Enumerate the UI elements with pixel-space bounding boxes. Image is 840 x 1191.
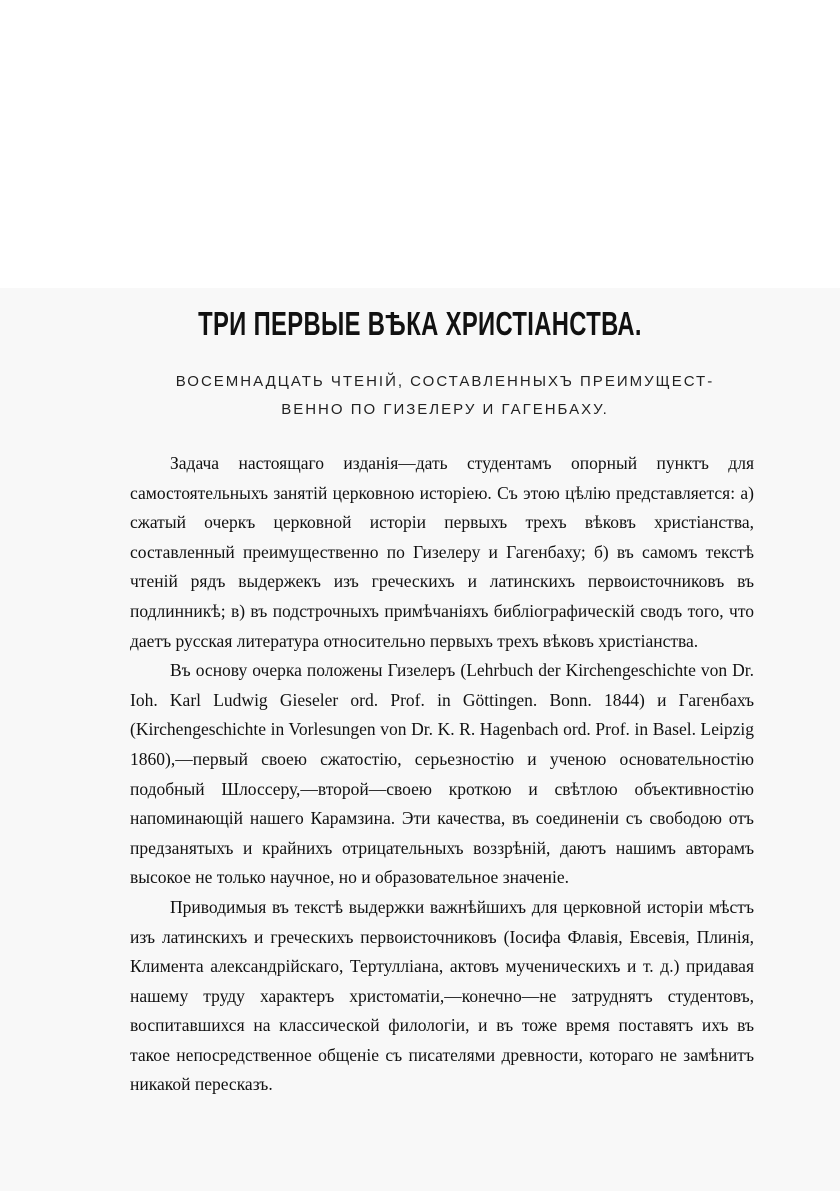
top-blank-margin [0,0,840,288]
subtitle-line-2: ВЕННО ПО ГИЗЕЛЕРУ И ГАГЕНБАХУ. [281,401,609,418]
paragraph-1: Задача настоящаго изданія—дать студентамъ опорный пунктъ для самостоятельныхъ занятій церковною исторіею. Съ этою цѣлію представляется: а) сжатый очеркъ церковной исторіи первыхъ трехъ вѣковъ христіанства, составленный преимущественно по Гизелеру и Гагенбаху; б) въ самомъ текстѣ чтеній рядъ выдержекъ изъ греческихъ и латинскихъ первоисточниковъ въ подлинникѣ; в) въ подстрочныхъ примѣчаніяхъ библіографическій сводъ того, что даетъ русская литература относительно первыхъ трехъ вѣковъ христіанства. [130,453,754,651]
body-text [130,449,754,1100]
paragraph-3: Приводимыя въ текстѣ выдержки важнѣйшихъ для церковной исторіи мѣстъ изъ латинскихъ и греческихъ первоисточниковъ (Іосифа Флавія, Евсевія, Плинія, Климента александрійскаго, Тертулліана, актовъ мученическихъ и т. д.) придавая нашему труду характеръ христоматіи,—конечно—не затруднятъ студентовъ, воспитавшихся на классической филологіи, и въ тоже время поставятъ ихъ въ такое непосредственное общеніе съ писателями древности, котораго не замѣнитъ никакой пересказъ. [130,896,754,1095]
paragraph-2: Въ основу очерка положены Гизелеръ (Lehrbuch der Kirchengeschichte von Dr. Ioh. Karl Ludwig Gieseler ord. Prof. in Göttingen. Bonn. 1844) и Гагенбахъ (Kirchengeschichte in Vorlesungen von Dr. K. R. Hagenbach ord. Prof. in Basel. Leipzig 1860),—первый своею сжатостію, серьезностію и ученою основательностію подобный Шлоссеру,—второй—своею кроткою и свѣтлою объективностію напоминающій нашего Карамзина. Эти качества, въ соединеніи съ свободою отъ предзанятыхъ и крайнихъ отрицательныхъ воззрѣній, даютъ нашимъ авторамъ высокое не только научное, но и образовательное значеніе. [130,660,754,888]
subtitle-line-1: ВОСЕМНАДЦАТЬ ЧТЕНІЙ, СОСТАВЛЕННЫХЪ ПРЕИМУЩЕСТ- [175,373,715,390]
page-title: ТРИ ПЕРВЫЕ ВѢКА ХРИСТІАНСТВА. [198,305,642,342]
